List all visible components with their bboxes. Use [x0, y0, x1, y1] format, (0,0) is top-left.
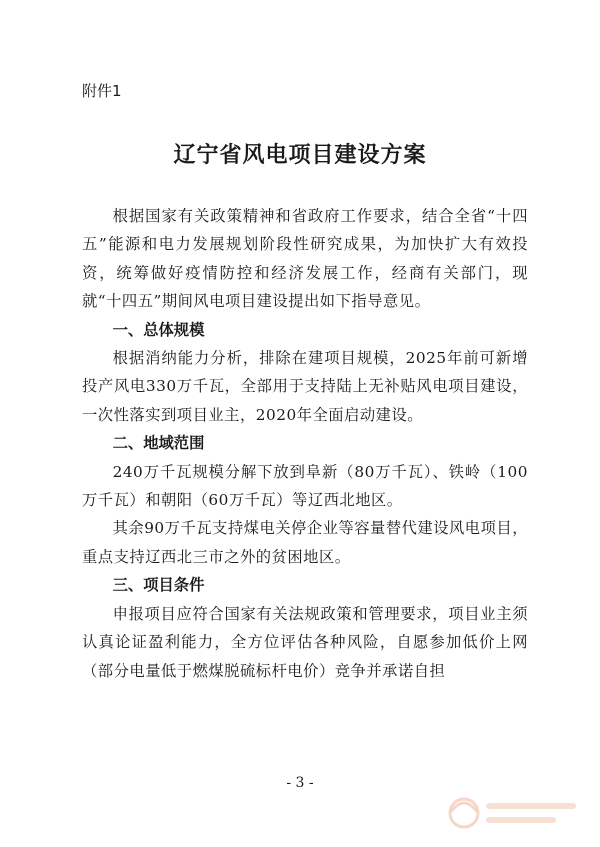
section-paragraph: 申报项目应符合国家有关法规政策和管理要求，项目业主须认真论证盈利能力，全方位评估各种风险，自愿参加低价上网（部分电量低于燃煤脱硫标杆电价）竞争并承诺自担 [82, 604, 528, 680]
document-body [82, 202, 528, 685]
section-heading-conditions: 三、项目条件 [112, 576, 205, 595]
page-number: - 3 - [286, 775, 314, 791]
section-heading-region: 二、地域范围 [112, 434, 205, 453]
document-title: 辽宁省风电项目建设方案 [173, 143, 427, 168]
watermark-logo [436, 789, 586, 839]
section-heading-scale: 一、总体规模 [112, 320, 205, 339]
attachment-label: 附件1 [82, 82, 122, 100]
section-paragraph: 240万千瓦规模分解下放到阜新（80万千瓦）、铁岭（100万千瓦）和朝阳（60万千瓦）等辽西北地区。 [82, 462, 528, 510]
intro-paragraph: 根据国家有关政策精神和省政府工作要求，结合全省“十四五”能源和电力发展规划阶段性研究成果，为加快扩大有效投资，统筹做好疫情防控和经济发展工作，经商有关部门，现就“十四五”期间风电项目建设提出如下指导意见。 [82, 207, 528, 311]
section-paragraph: 其余90万千瓦支持煤电关停企业等容量替代建设风电项目，重点支持辽西北三市之外的贫困地区。 [82, 519, 528, 566]
section-paragraph: 根据消纳能力分析，排除在建项目规模，2025年前可新增投产风电330万千瓦，全部用于支持陆上无补贴风电项目建设，一次性落实到项目业主，2020年全面启动建设。 [82, 349, 528, 424]
